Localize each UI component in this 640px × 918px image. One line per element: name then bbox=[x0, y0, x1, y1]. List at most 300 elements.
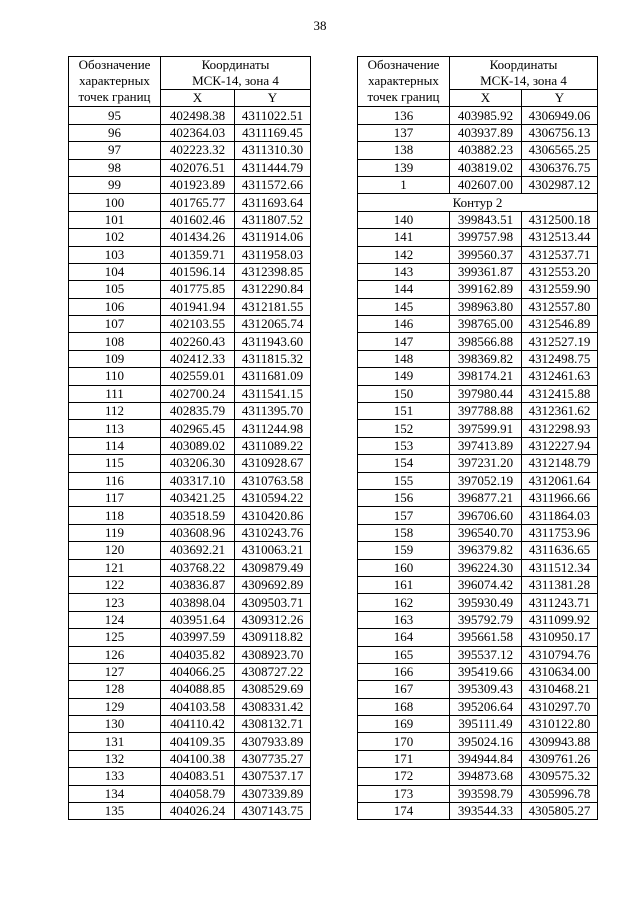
point-number-cell: 154 bbox=[358, 455, 450, 472]
x-coordinate-cell: 403089.02 bbox=[161, 437, 235, 454]
table-row bbox=[358, 142, 598, 159]
point-number-cell: 101 bbox=[69, 211, 161, 228]
y-coordinate-cell: 4311864.03 bbox=[522, 507, 598, 524]
y-coordinate-cell: 4306565.25 bbox=[522, 142, 598, 159]
x-coordinate-cell: 402965.45 bbox=[161, 420, 235, 437]
y-coordinate-cell: 4306949.06 bbox=[522, 107, 598, 124]
table-row bbox=[358, 159, 598, 176]
point-number-cell: 143 bbox=[358, 263, 450, 280]
table-row bbox=[358, 385, 598, 402]
table-row bbox=[69, 803, 311, 820]
y-coordinate-cell: 4312546.89 bbox=[522, 316, 598, 333]
point-number-cell: 131 bbox=[69, 733, 161, 750]
point-number-cell: 153 bbox=[358, 437, 450, 454]
y-coordinate-cell: 4311244.98 bbox=[235, 420, 311, 437]
x-coordinate-cell: 403608.96 bbox=[161, 524, 235, 541]
y-coordinate-cell: 4312361.62 bbox=[522, 403, 598, 420]
x-coordinate-cell: 403997.59 bbox=[161, 629, 235, 646]
x-coordinate-cell: 403937.89 bbox=[450, 124, 522, 141]
y-coordinate-cell: 4307735.27 bbox=[235, 750, 311, 767]
x-coordinate-cell: 395419.66 bbox=[450, 663, 522, 680]
x-coordinate-cell: 397788.88 bbox=[450, 403, 522, 420]
y-coordinate-cell: 4308923.70 bbox=[235, 646, 311, 663]
x-coordinate-cell: 403882.23 bbox=[450, 142, 522, 159]
y-coordinate-cell: 4310594.22 bbox=[235, 489, 311, 506]
point-number-cell: 125 bbox=[69, 629, 161, 646]
x-coordinate-cell: 403518.59 bbox=[161, 507, 235, 524]
y-coordinate-cell: 4310122.80 bbox=[522, 716, 598, 733]
point-number-cell: 152 bbox=[358, 420, 450, 437]
point-number-cell: 114 bbox=[69, 437, 161, 454]
y-coordinate-cell: 4307143.75 bbox=[235, 803, 311, 820]
x-coordinate-cell: 395792.79 bbox=[450, 611, 522, 628]
table-row bbox=[358, 263, 598, 280]
y-coordinate-cell: 4311693.64 bbox=[235, 194, 311, 211]
point-number-cell: 127 bbox=[69, 663, 161, 680]
y-coordinate-cell: 4312061.64 bbox=[522, 472, 598, 489]
x-coordinate-cell: 403951.64 bbox=[161, 611, 235, 628]
point-number-cell: 135 bbox=[69, 803, 161, 820]
y-coordinate-cell: 4309943.88 bbox=[522, 733, 598, 750]
point-number-cell: 147 bbox=[358, 333, 450, 350]
table-row bbox=[69, 107, 311, 124]
table-row bbox=[358, 437, 598, 454]
point-number-cell: 117 bbox=[69, 489, 161, 506]
point-number-cell: 142 bbox=[358, 246, 450, 263]
x-coordinate-cell: 398566.88 bbox=[450, 333, 522, 350]
x-coordinate-cell: 399162.89 bbox=[450, 281, 522, 298]
y-coordinate-cell: 4312181.55 bbox=[235, 298, 311, 315]
point-number-cell: 171 bbox=[358, 750, 450, 767]
x-coordinate-cell: 404066.25 bbox=[161, 663, 235, 680]
table-row bbox=[358, 698, 598, 715]
header-coords-line-2: МСК-14, зона 4 bbox=[480, 73, 567, 88]
header-point-designation bbox=[358, 57, 450, 107]
table-row bbox=[69, 507, 311, 524]
x-coordinate-cell: 404088.85 bbox=[161, 681, 235, 698]
point-number-cell: 97 bbox=[69, 142, 161, 159]
y-coordinate-cell: 4309575.32 bbox=[522, 768, 598, 785]
table-row bbox=[358, 176, 598, 193]
table-row bbox=[69, 489, 311, 506]
x-coordinate-cell: 397413.89 bbox=[450, 437, 522, 454]
table-row bbox=[69, 124, 311, 141]
table-row bbox=[69, 176, 311, 193]
header-point-line-2: характерных bbox=[368, 73, 439, 88]
x-coordinate-cell: 402559.01 bbox=[161, 368, 235, 385]
table-row bbox=[358, 681, 598, 698]
table-row bbox=[358, 298, 598, 315]
header-y: Y bbox=[235, 90, 311, 107]
y-coordinate-cell: 4309692.89 bbox=[235, 576, 311, 593]
y-coordinate-cell: 4311636.65 bbox=[522, 542, 598, 559]
y-coordinate-cell: 4311572.66 bbox=[235, 176, 311, 193]
x-coordinate-cell: 402607.00 bbox=[450, 176, 522, 193]
point-number-cell: 141 bbox=[358, 229, 450, 246]
x-coordinate-cell: 404110.42 bbox=[161, 716, 235, 733]
x-coordinate-cell: 404058.79 bbox=[161, 785, 235, 802]
x-coordinate-cell: 402412.33 bbox=[161, 350, 235, 367]
table-row bbox=[358, 524, 598, 541]
y-coordinate-cell: 4312537.71 bbox=[522, 246, 598, 263]
x-coordinate-cell: 403898.04 bbox=[161, 594, 235, 611]
table-row bbox=[69, 576, 311, 593]
table-row bbox=[358, 559, 598, 576]
y-coordinate-cell: 4311089.22 bbox=[235, 437, 311, 454]
point-number-cell: 106 bbox=[69, 298, 161, 315]
y-coordinate-cell: 4310794.76 bbox=[522, 646, 598, 663]
header-coords-line-1: Координаты bbox=[201, 57, 270, 72]
y-coordinate-cell: 4308529.69 bbox=[235, 681, 311, 698]
x-coordinate-cell: 403692.21 bbox=[161, 542, 235, 559]
x-coordinate-cell: 395206.64 bbox=[450, 698, 522, 715]
point-number-cell: 167 bbox=[358, 681, 450, 698]
y-coordinate-cell: 4309118.82 bbox=[235, 629, 311, 646]
x-coordinate-cell: 395309.43 bbox=[450, 681, 522, 698]
point-number-cell: 151 bbox=[358, 403, 450, 420]
y-coordinate-cell: 4311395.70 bbox=[235, 403, 311, 420]
header-coordinates bbox=[161, 57, 311, 90]
table-row bbox=[69, 663, 311, 680]
point-number-cell: 149 bbox=[358, 368, 450, 385]
point-number-cell: 162 bbox=[358, 594, 450, 611]
point-number-cell: 107 bbox=[69, 316, 161, 333]
header-point-line-1: Обозначение bbox=[78, 57, 151, 72]
point-number-cell: 109 bbox=[69, 350, 161, 367]
point-number-cell: 134 bbox=[69, 785, 161, 802]
table-row bbox=[69, 298, 311, 315]
x-coordinate-cell: 404026.24 bbox=[161, 803, 235, 820]
table-row bbox=[69, 316, 311, 333]
x-coordinate-cell: 399560.37 bbox=[450, 246, 522, 263]
coordinates-table-right bbox=[357, 56, 598, 820]
table-row bbox=[69, 559, 311, 576]
table-row bbox=[69, 159, 311, 176]
table-row bbox=[69, 229, 311, 246]
x-coordinate-cell: 401941.94 bbox=[161, 298, 235, 315]
y-coordinate-cell: 4312148.79 bbox=[522, 455, 598, 472]
table-row bbox=[358, 663, 598, 680]
point-number-cell: 136 bbox=[358, 107, 450, 124]
x-coordinate-cell: 396224.30 bbox=[450, 559, 522, 576]
x-coordinate-cell: 404109.35 bbox=[161, 733, 235, 750]
coordinates-table-left bbox=[68, 56, 311, 820]
x-coordinate-cell: 403206.30 bbox=[161, 455, 235, 472]
y-coordinate-cell: 4311169.45 bbox=[235, 124, 311, 141]
y-coordinate-cell: 4306376.75 bbox=[522, 159, 598, 176]
left-table-body bbox=[69, 107, 311, 820]
point-number-cell: 120 bbox=[69, 542, 161, 559]
x-coordinate-cell: 394873.68 bbox=[450, 768, 522, 785]
point-number-cell: 155 bbox=[358, 472, 450, 489]
y-coordinate-cell: 4310243.76 bbox=[235, 524, 311, 541]
x-coordinate-cell: 399843.51 bbox=[450, 211, 522, 228]
point-number-cell: 156 bbox=[358, 489, 450, 506]
point-number-cell: 145 bbox=[358, 298, 450, 315]
x-coordinate-cell: 402076.51 bbox=[161, 159, 235, 176]
table-row bbox=[69, 750, 311, 767]
x-coordinate-cell: 399757.98 bbox=[450, 229, 522, 246]
table-row bbox=[69, 350, 311, 367]
table-row bbox=[358, 733, 598, 750]
point-number-cell: 110 bbox=[69, 368, 161, 385]
header-x: X bbox=[450, 90, 522, 107]
table-row bbox=[69, 142, 311, 159]
point-number-cell: 144 bbox=[358, 281, 450, 298]
y-coordinate-cell: 4311444.79 bbox=[235, 159, 311, 176]
y-coordinate-cell: 4312527.19 bbox=[522, 333, 598, 350]
y-coordinate-cell: 4311541.15 bbox=[235, 385, 311, 402]
table-row bbox=[358, 576, 598, 593]
y-coordinate-cell: 4311310.30 bbox=[235, 142, 311, 159]
point-number-cell: 137 bbox=[358, 124, 450, 141]
x-coordinate-cell: 403317.10 bbox=[161, 472, 235, 489]
x-coordinate-cell: 403985.92 bbox=[450, 107, 522, 124]
table-row bbox=[358, 211, 598, 228]
x-coordinate-cell: 398765.00 bbox=[450, 316, 522, 333]
table-row bbox=[358, 333, 598, 350]
y-coordinate-cell: 4307537.17 bbox=[235, 768, 311, 785]
y-coordinate-cell: 4312553.20 bbox=[522, 263, 598, 280]
y-coordinate-cell: 4312557.80 bbox=[522, 298, 598, 315]
table-row bbox=[358, 507, 598, 524]
point-number-cell: 124 bbox=[69, 611, 161, 628]
point-number-cell: 96 bbox=[69, 124, 161, 141]
table-row bbox=[358, 785, 598, 802]
table-row bbox=[69, 472, 311, 489]
table-row bbox=[358, 246, 598, 263]
point-number-cell: 102 bbox=[69, 229, 161, 246]
y-coordinate-cell: 4310063.21 bbox=[235, 542, 311, 559]
y-coordinate-cell: 4310950.17 bbox=[522, 629, 598, 646]
table-row bbox=[69, 594, 311, 611]
x-coordinate-cell: 401765.77 bbox=[161, 194, 235, 211]
point-number-cell: 163 bbox=[358, 611, 450, 628]
point-number-cell: 168 bbox=[358, 698, 450, 715]
x-coordinate-cell: 396379.82 bbox=[450, 542, 522, 559]
page-number: 38 bbox=[313, 18, 327, 33]
x-coordinate-cell: 397980.44 bbox=[450, 385, 522, 402]
x-coordinate-cell: 401434.26 bbox=[161, 229, 235, 246]
table-row bbox=[358, 281, 598, 298]
x-coordinate-cell: 397599.91 bbox=[450, 420, 522, 437]
point-number-cell: 174 bbox=[358, 803, 450, 820]
header-y: Y bbox=[522, 90, 598, 107]
point-number-cell: 103 bbox=[69, 246, 161, 263]
table-row bbox=[69, 629, 311, 646]
x-coordinate-cell: 404100.38 bbox=[161, 750, 235, 767]
table-row bbox=[69, 785, 311, 802]
y-coordinate-cell: 4311512.34 bbox=[522, 559, 598, 576]
x-coordinate-cell: 402364.03 bbox=[161, 124, 235, 141]
y-coordinate-cell: 4306756.13 bbox=[522, 124, 598, 141]
x-coordinate-cell: 402498.38 bbox=[161, 107, 235, 124]
y-coordinate-cell: 4307933.89 bbox=[235, 733, 311, 750]
point-number-cell: 172 bbox=[358, 768, 450, 785]
x-coordinate-cell: 393544.33 bbox=[450, 803, 522, 820]
point-number-cell: 104 bbox=[69, 263, 161, 280]
table-row bbox=[358, 350, 598, 367]
table-row bbox=[358, 403, 598, 420]
x-coordinate-cell: 402260.43 bbox=[161, 333, 235, 350]
y-coordinate-cell: 4302987.12 bbox=[522, 176, 598, 193]
table-row bbox=[69, 246, 311, 263]
point-number-cell: 146 bbox=[358, 316, 450, 333]
x-coordinate-cell: 402223.32 bbox=[161, 142, 235, 159]
table-row bbox=[358, 803, 598, 820]
point-number-cell: 1 bbox=[358, 176, 450, 193]
y-coordinate-cell: 4312398.85 bbox=[235, 263, 311, 280]
table-row bbox=[358, 107, 598, 124]
y-coordinate-cell: 4310420.86 bbox=[235, 507, 311, 524]
table-row bbox=[69, 716, 311, 733]
y-coordinate-cell: 4309761.26 bbox=[522, 750, 598, 767]
table-row bbox=[69, 768, 311, 785]
y-coordinate-cell: 4311243.71 bbox=[522, 594, 598, 611]
table-row bbox=[69, 211, 311, 228]
point-number-cell: 169 bbox=[358, 716, 450, 733]
point-number-cell: 105 bbox=[69, 281, 161, 298]
header-coordinates bbox=[450, 57, 598, 90]
point-number-cell: 132 bbox=[69, 750, 161, 767]
x-coordinate-cell: 404083.51 bbox=[161, 768, 235, 785]
point-number-cell: 121 bbox=[69, 559, 161, 576]
y-coordinate-cell: 4312498.75 bbox=[522, 350, 598, 367]
table-row bbox=[69, 542, 311, 559]
y-coordinate-cell: 4309879.49 bbox=[235, 559, 311, 576]
x-coordinate-cell: 403768.22 bbox=[161, 559, 235, 576]
point-number-cell: 113 bbox=[69, 420, 161, 437]
table-row bbox=[69, 698, 311, 715]
x-coordinate-cell: 403819.02 bbox=[450, 159, 522, 176]
header-point-line-3: точек границ bbox=[78, 89, 151, 104]
point-number-cell: 95 bbox=[69, 107, 161, 124]
x-coordinate-cell: 398174.21 bbox=[450, 368, 522, 385]
table-row bbox=[358, 124, 598, 141]
x-coordinate-cell: 397231.20 bbox=[450, 455, 522, 472]
y-coordinate-cell: 4311753.96 bbox=[522, 524, 598, 541]
x-coordinate-cell: 396706.60 bbox=[450, 507, 522, 524]
table-row bbox=[358, 594, 598, 611]
x-coordinate-cell: 401923.89 bbox=[161, 176, 235, 193]
table-row bbox=[69, 194, 311, 211]
point-number-cell: 161 bbox=[358, 576, 450, 593]
x-coordinate-cell: 401602.46 bbox=[161, 211, 235, 228]
table-row bbox=[69, 646, 311, 663]
y-coordinate-cell: 4312513.44 bbox=[522, 229, 598, 246]
y-coordinate-cell: 4310468.21 bbox=[522, 681, 598, 698]
table-row bbox=[69, 281, 311, 298]
y-coordinate-cell: 4310928.67 bbox=[235, 455, 311, 472]
point-number-cell: 130 bbox=[69, 716, 161, 733]
point-number-cell: 160 bbox=[358, 559, 450, 576]
x-coordinate-cell: 398963.80 bbox=[450, 298, 522, 315]
y-coordinate-cell: 4311381.28 bbox=[522, 576, 598, 593]
x-coordinate-cell: 395111.49 bbox=[450, 716, 522, 733]
y-coordinate-cell: 4311914.06 bbox=[235, 229, 311, 246]
x-coordinate-cell: 396540.70 bbox=[450, 524, 522, 541]
y-coordinate-cell: 4308331.42 bbox=[235, 698, 311, 715]
point-number-cell: 128 bbox=[69, 681, 161, 698]
y-coordinate-cell: 4310763.58 bbox=[235, 472, 311, 489]
y-coordinate-cell: 4310297.70 bbox=[522, 698, 598, 715]
table-row bbox=[358, 316, 598, 333]
x-coordinate-cell: 402835.79 bbox=[161, 403, 235, 420]
y-coordinate-cell: 4311966.66 bbox=[522, 489, 598, 506]
contour-row bbox=[358, 194, 598, 211]
y-coordinate-cell: 4311815.32 bbox=[235, 350, 311, 367]
table-row bbox=[358, 420, 598, 437]
x-coordinate-cell: 397052.19 bbox=[450, 472, 522, 489]
point-number-cell: 173 bbox=[358, 785, 450, 802]
y-coordinate-cell: 4305996.78 bbox=[522, 785, 598, 802]
point-number-cell: 148 bbox=[358, 350, 450, 367]
table-row bbox=[358, 368, 598, 385]
table-row bbox=[358, 455, 598, 472]
y-coordinate-cell: 4305805.27 bbox=[522, 803, 598, 820]
x-coordinate-cell: 398369.82 bbox=[450, 350, 522, 367]
table-row bbox=[69, 385, 311, 402]
y-coordinate-cell: 4308727.22 bbox=[235, 663, 311, 680]
point-number-cell: 119 bbox=[69, 524, 161, 541]
x-coordinate-cell: 394944.84 bbox=[450, 750, 522, 767]
point-number-cell: 157 bbox=[358, 507, 450, 524]
table-row bbox=[69, 333, 311, 350]
y-coordinate-cell: 4312290.84 bbox=[235, 281, 311, 298]
y-coordinate-cell: 4312298.93 bbox=[522, 420, 598, 437]
header-coords-line-2: МСК-14, зона 4 bbox=[192, 73, 279, 88]
point-number-cell: 116 bbox=[69, 472, 161, 489]
table-row bbox=[69, 403, 311, 420]
y-coordinate-cell: 4311681.09 bbox=[235, 368, 311, 385]
y-coordinate-cell: 4308132.71 bbox=[235, 716, 311, 733]
point-number-cell: 129 bbox=[69, 698, 161, 715]
header-point-line-3: точек границ bbox=[367, 89, 440, 104]
header-point-line-1: Обозначение bbox=[367, 57, 440, 72]
point-number-cell: 164 bbox=[358, 629, 450, 646]
table-row bbox=[358, 768, 598, 785]
x-coordinate-cell: 399361.87 bbox=[450, 263, 522, 280]
point-number-cell: 112 bbox=[69, 403, 161, 420]
x-coordinate-cell: 395930.49 bbox=[450, 594, 522, 611]
x-coordinate-cell: 395661.58 bbox=[450, 629, 522, 646]
x-coordinate-cell: 401359.71 bbox=[161, 246, 235, 263]
y-coordinate-cell: 4312065.74 bbox=[235, 316, 311, 333]
point-number-cell: 118 bbox=[69, 507, 161, 524]
table-row bbox=[69, 455, 311, 472]
point-number-cell: 126 bbox=[69, 646, 161, 663]
header-coords-line-1: Координаты bbox=[489, 57, 558, 72]
table-row bbox=[358, 542, 598, 559]
x-coordinate-cell: 396877.21 bbox=[450, 489, 522, 506]
y-coordinate-cell: 4311099.92 bbox=[522, 611, 598, 628]
table-row bbox=[358, 611, 598, 628]
table-row bbox=[69, 368, 311, 385]
header-point-designation bbox=[69, 57, 161, 107]
y-coordinate-cell: 4309312.26 bbox=[235, 611, 311, 628]
point-number-cell: 139 bbox=[358, 159, 450, 176]
y-coordinate-cell: 4307339.89 bbox=[235, 785, 311, 802]
y-coordinate-cell: 4311807.52 bbox=[235, 211, 311, 228]
table-row bbox=[358, 716, 598, 733]
y-coordinate-cell: 4312461.63 bbox=[522, 368, 598, 385]
table-row bbox=[69, 681, 311, 698]
point-number-cell: 122 bbox=[69, 576, 161, 593]
y-coordinate-cell: 4311943.60 bbox=[235, 333, 311, 350]
x-coordinate-cell: 403836.87 bbox=[161, 576, 235, 593]
contour-label: Контур 2 bbox=[358, 194, 598, 211]
table-row bbox=[69, 524, 311, 541]
